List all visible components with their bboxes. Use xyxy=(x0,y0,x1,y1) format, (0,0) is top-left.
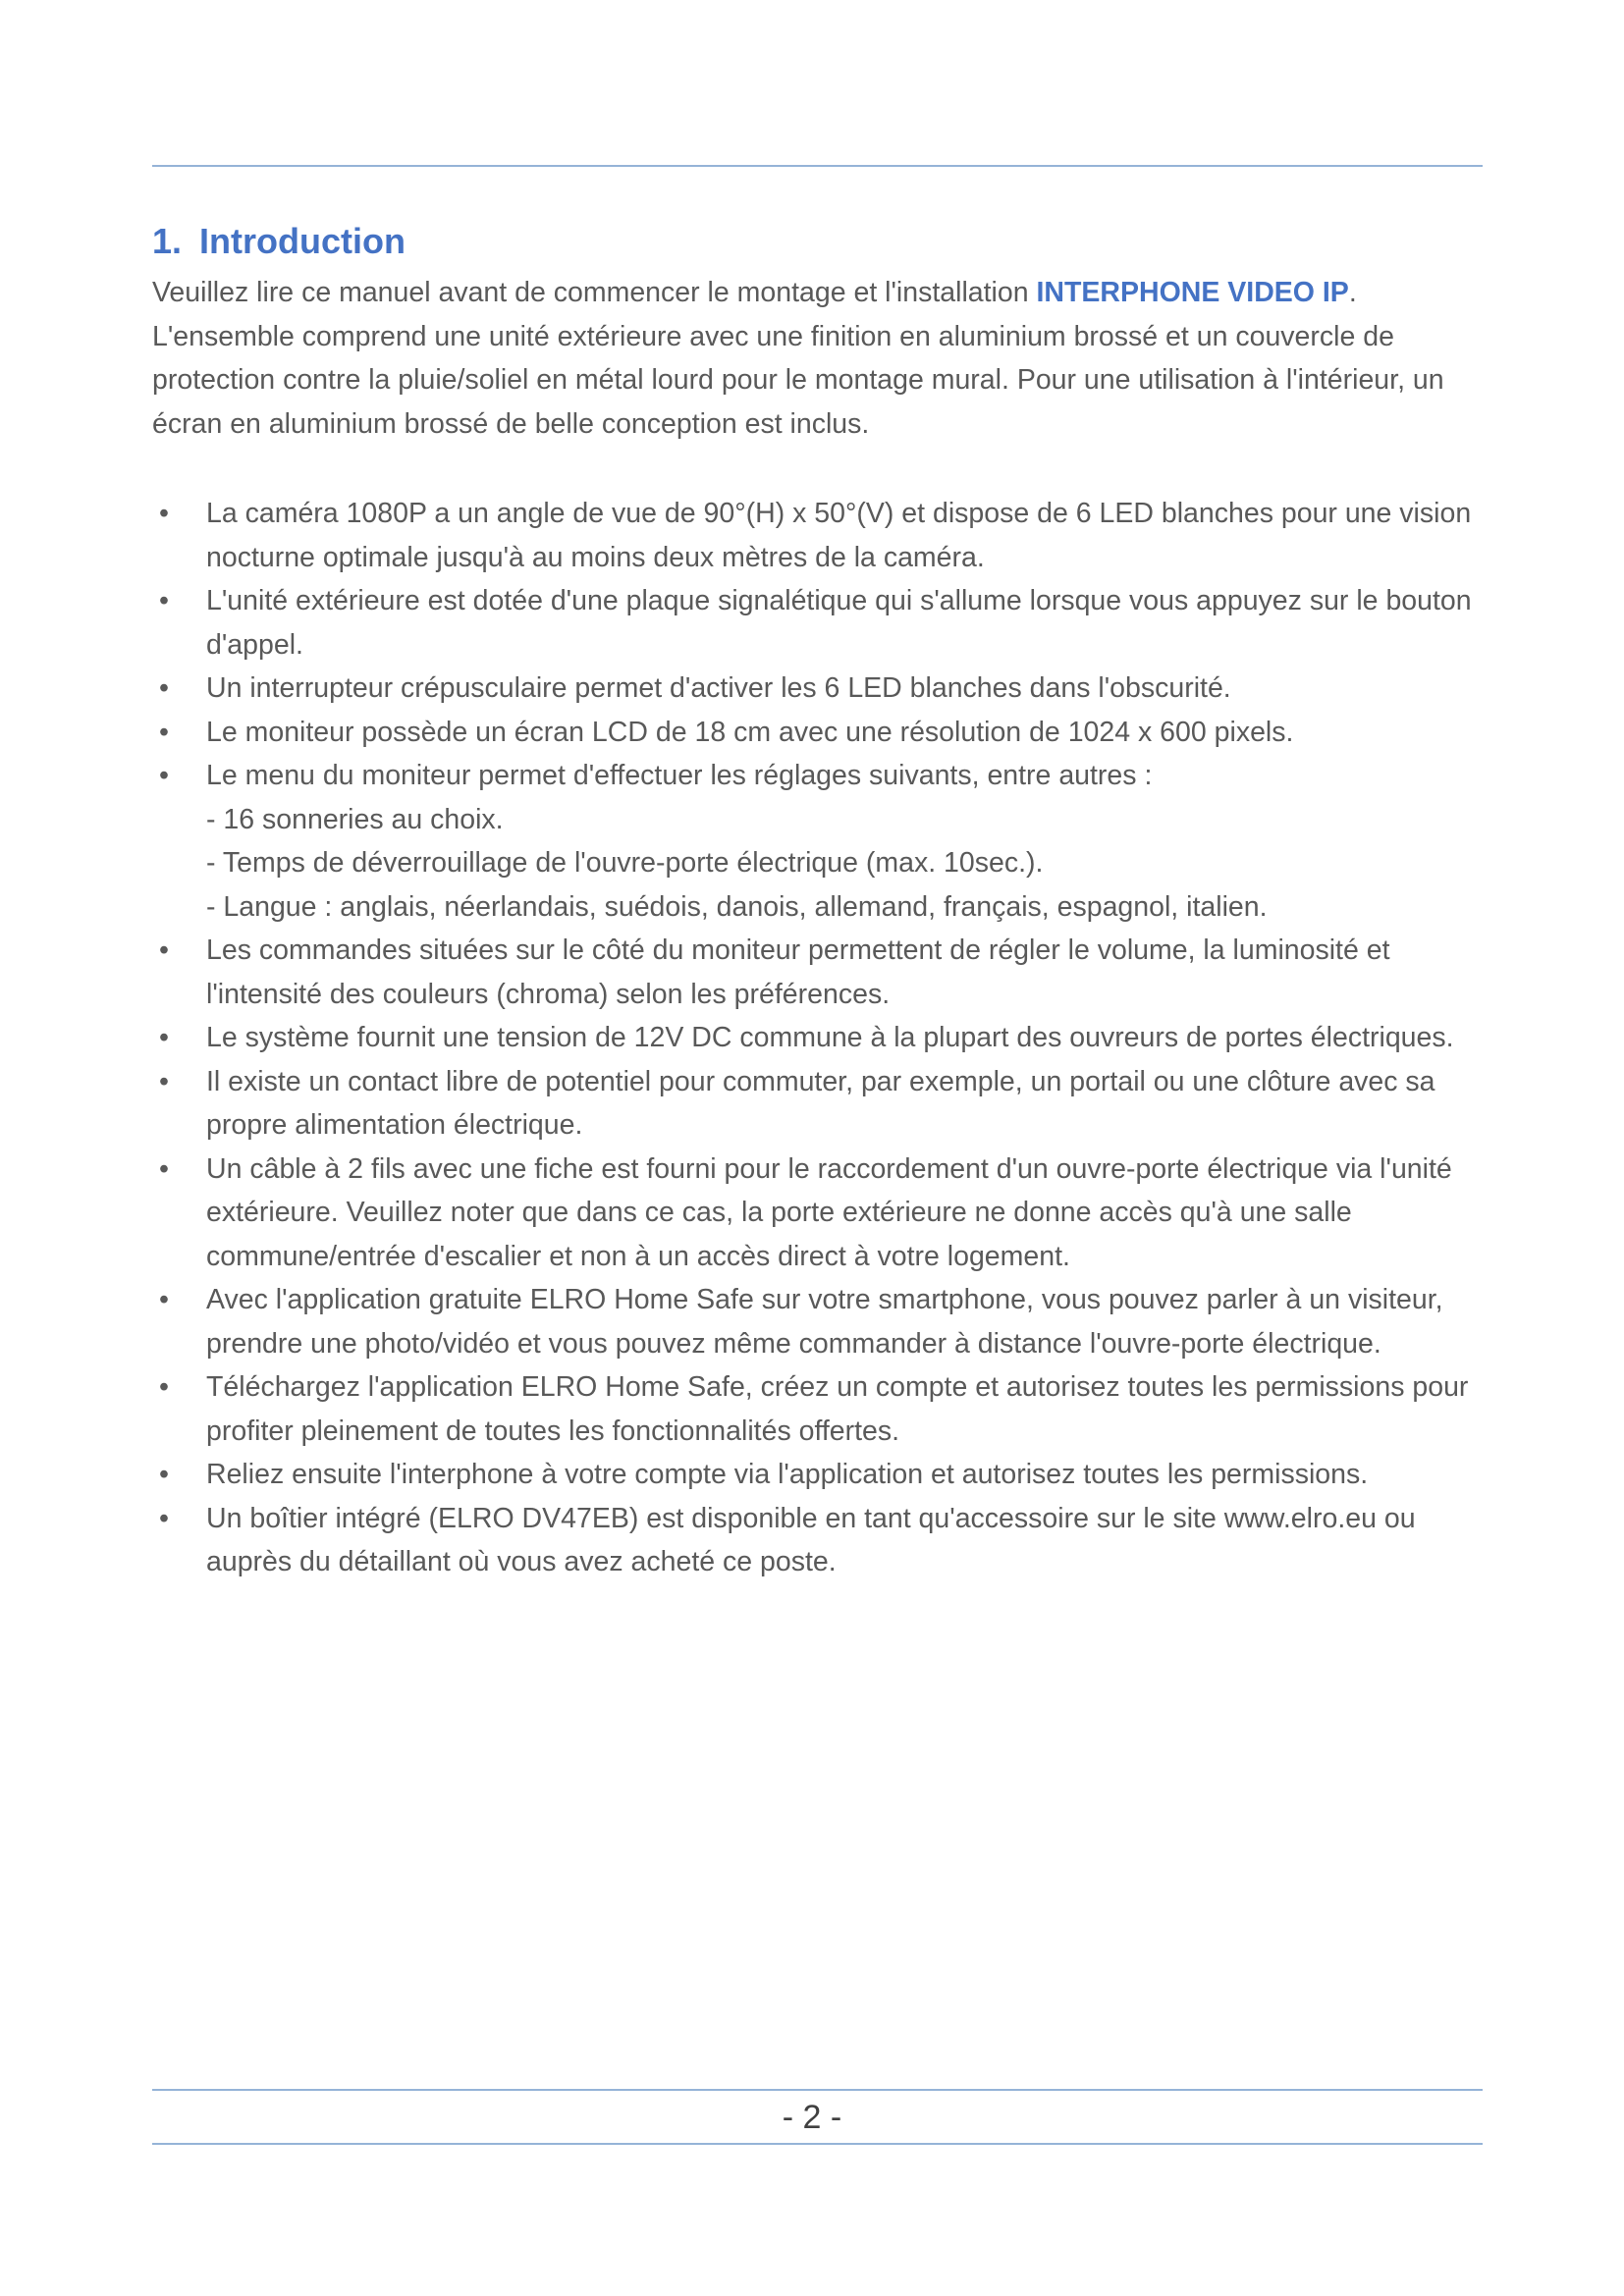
feature-item xyxy=(152,1278,1492,1365)
bullet-icon: • xyxy=(159,1065,169,1097)
feature-text: Les commandes situées sur le côté du moniteur permettent de régler le volume, la luminosité et l'intensité des couleurs (chroma) selon les préférences. xyxy=(206,934,1390,1010)
feature-item xyxy=(152,667,1492,711)
intro-text-before: Veuillez lire ce manuel avant de commencer le montage et l'installation xyxy=(152,277,1037,308)
feature-item xyxy=(152,1016,1492,1060)
feature-text: Un boîtier intégré (ELRO DV47EB) est disponible en tant qu'accessoire sur le site www.elro.eu ou auprès du détaillant où vous avez acheté ce poste. xyxy=(206,1502,1416,1577)
bullet-icon: • xyxy=(159,934,169,966)
bullet-icon: • xyxy=(159,498,169,529)
feature-text: Téléchargez l'application ELRO Home Safe, créez un compte et autorisez toutes les permissions pour profiter pleinement de toutes les fonctionnalités offertes. xyxy=(206,1371,1469,1447)
feature-item xyxy=(152,1148,1492,1279)
feature-text: L'unité extérieure est dotée d'une plaque signalétique qui s'allume lorsque vous appuyez sur le bouton d'appel. xyxy=(206,585,1472,661)
page-number: - 2 - xyxy=(782,2099,842,2136)
footer-rule-bottom xyxy=(152,2143,1483,2145)
section-heading xyxy=(152,218,406,265)
bullet-icon: • xyxy=(159,585,169,616)
intro-paragraph xyxy=(152,271,1488,446)
product-name: INTERPHONE VIDEO IP xyxy=(1036,277,1349,308)
section-number: 1. xyxy=(152,221,183,261)
bullet-icon: • xyxy=(159,1022,169,1053)
feature-text: Reliez ensuite l'interphone à votre compte via l'application et autorisez toutes les permissions. xyxy=(206,1459,1369,1490)
feature-subitem: - 16 sonneries au choix. xyxy=(206,803,504,835)
section-title: Introduction xyxy=(199,221,406,261)
feature-item xyxy=(152,492,1492,579)
feature-item xyxy=(152,754,1492,929)
feature-text: Le moniteur possède un écran LCD de 18 cm avec une résolution de 1024 x 600 pixels. xyxy=(206,716,1294,748)
feature-item xyxy=(152,1497,1492,1584)
feature-list xyxy=(152,492,1492,1584)
feature-text: Le système fournit une tension de 12V DC commune à la plupart des ouvreurs de portes électriques. xyxy=(206,1022,1454,1053)
feature-item xyxy=(152,579,1492,667)
bullet-icon: • xyxy=(159,1152,169,1185)
feature-item xyxy=(152,1453,1492,1497)
feature-text: Un interrupteur crépusculaire permet d'activer les 6 LED blanches dans l'obscurité. xyxy=(206,672,1231,704)
feature-text: Il existe un contact libre de potentiel pour commuter, par exemple, un portail ou une clôture avec sa propre alimentation électrique. xyxy=(206,1065,1435,1141)
feature-text: Avec l'application gratuite ELRO Home Safe sur votre smartphone, vous pouvez parler à un visiteur, prendre une photo/vidéo et vous pouvez même commander à distance l'ouvre-porte électrique. xyxy=(206,1284,1443,1360)
bullet-icon: • xyxy=(159,1459,169,1490)
feature-text: La caméra 1080P a un angle de vue de 90°(H) x 50°(V) et dispose de 6 LED blanches pour une vision nocturne optimale jusqu'à au moins deux mètres de la caméra. xyxy=(206,498,1472,573)
bullet-icon: • xyxy=(159,760,169,791)
bullet-icon: • xyxy=(159,1284,169,1315)
feature-item xyxy=(152,711,1492,755)
feature-item xyxy=(152,1060,1492,1148)
feature-subitem: - Temps de déverrouillage de l'ouvre-porte électrique (max. 10sec.). xyxy=(206,847,1044,879)
intro-text-after: . L'ensemble comprend une unité extérieure avec une finition en aluminium brossé et un couvercle de protection contre la pluie/soliel en métal lourd pour le montage mural. Pour une utilisation à l'intérieur, un écran en aluminium brossé de belle conception est inclus. xyxy=(152,277,1444,440)
feature-subitem: - Langue : anglais, néerlandais, suédois, danois, allemand, français, espagnol, italien. xyxy=(206,890,1268,923)
feature-item xyxy=(152,929,1492,1016)
footer-rule-top xyxy=(152,2089,1483,2091)
bullet-icon: • xyxy=(159,1502,169,1534)
feature-text: Un câble à 2 fils avec une fiche est fourni pour le raccordement d'un ouvre-porte électrique via l'unité extérieure. Veuillez noter que dans ce cas, la porte extérieure ne donne accès qu'à une salle commune/entrée d'escalier et non à un accès direct à votre logement. xyxy=(206,1152,1452,1272)
feature-text: Le menu du moniteur permet d'effectuer les réglages suivants, entre autres : xyxy=(206,760,1153,791)
bullet-icon: • xyxy=(159,716,169,748)
bullet-icon: • xyxy=(159,1371,169,1403)
feature-item xyxy=(152,1365,1492,1453)
header-rule xyxy=(152,165,1483,167)
bullet-icon: • xyxy=(159,672,169,704)
